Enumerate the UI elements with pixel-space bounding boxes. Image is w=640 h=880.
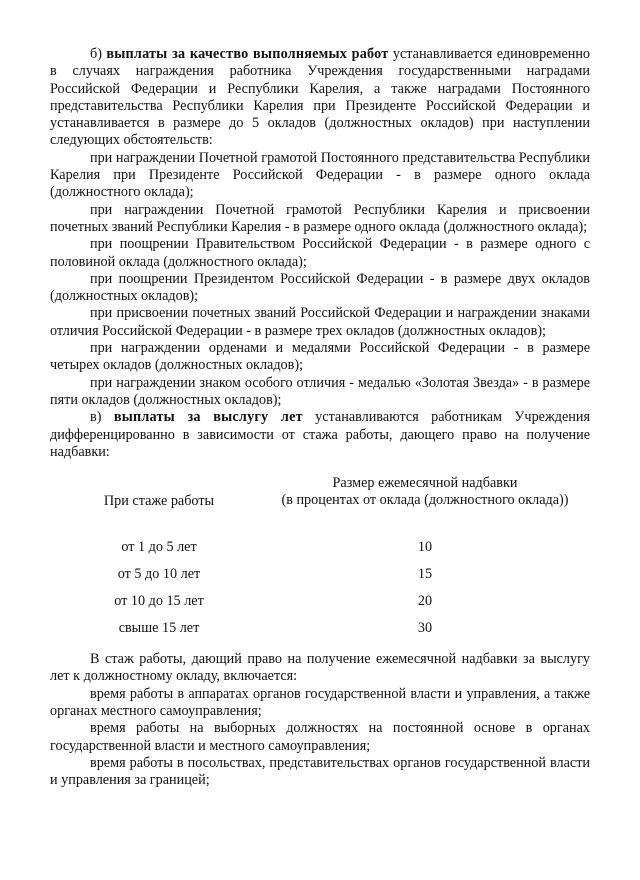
- list-item: при награждении Почетной грамотой Постоянного представительства Республики Карелия при Президенте Российской Федерации - в размере одного оклада (должностного оклада);: [50, 149, 590, 201]
- paragraph-text: устанавливаются работникам Учреждения дифференцированно в зависимости от стажа работы, дающего право на получение надбавки:: [50, 409, 590, 460]
- list-item: время работы на выборных должностях на постоянной основе в органах государственной власти и местного самоуправления;: [50, 720, 590, 754]
- table-header-line: Размер ежемесячной надбавки: [332, 475, 518, 492]
- table-row: [50, 593, 590, 611]
- list-item: время работы в аппаратах органов государственной власти и управления, а также органах местного самоуправления;: [50, 685, 590, 720]
- stazh-intro: В стаж работы, дающий право на получение ежемесячной надбавки за выслугу лет к должностному окладу, включается:: [50, 651, 590, 685]
- item-label: б): [90, 46, 102, 62]
- table-cell-period: свыше 15 лет: [118, 620, 200, 637]
- list-item: при поощрении Президентом Российской Федерации - в размере двух окладов (должностных окладов);: [50, 270, 590, 305]
- table-cell-percent: 20: [417, 593, 433, 610]
- table-cell-period: от 5 до 10 лет: [117, 566, 201, 583]
- paragraph-text: устанавливается единовременно в случаях награждения работника Учреждения государственными наградами Российской Федерации и Республики Карелия, а также наградами Постоянного представительства Республики Карелия при Президенте Российской Федерации и устанавливается в размере до 5 окладов (должностных окладов) при наступлении следующих обстоятельств:: [50, 46, 591, 149]
- list-item: время работы в посольствах, представительствах органов государственной власти и управления за границей;: [50, 754, 590, 789]
- table-header-line: (в процентах от оклада (должностного оклада)): [281, 492, 569, 509]
- table-header-percent: [260, 475, 590, 510]
- table-row: [50, 539, 590, 557]
- list-item: при награждении орденами и медалями Российской Федерации - в размере четырех окладов (должностных окладов);: [50, 340, 590, 374]
- table-cell-percent: 10: [417, 539, 433, 556]
- table-row: [50, 620, 590, 638]
- item-label: в): [90, 409, 102, 426]
- table-cell-percent: 30: [417, 620, 433, 637]
- table-cell-percent: 15: [417, 566, 433, 583]
- list-item: при присвоении почетных званий Российской Федерации и награждении знаками отличия Российской Федерации - в размере трех окладов (должностных окладов);: [50, 305, 590, 339]
- section-heading: выплаты за качество выполняемых работ: [106, 46, 389, 62]
- table-header-period: При стаже работы: [103, 493, 215, 510]
- intro-paragraph: [50, 46, 590, 150]
- document-page: [50, 46, 590, 790]
- section-heading: выплаты за выслугу лет: [113, 409, 303, 426]
- table-cell-period: от 10 до 15 лет: [114, 593, 204, 610]
- list-item: при награждении Почетной грамотой Республики Карелия и присвоении почетных званий Республики Карелия - в размере одного оклада (должностного оклада);: [50, 201, 590, 235]
- list-item: при награждении знаком особого отличия - медалью «Золотая Звезда» - в размере пяти окладов (должностных окладов);: [50, 374, 590, 408]
- table-row: [50, 566, 590, 584]
- table-cell-period: от 1 до 5 лет: [121, 539, 197, 556]
- list-item: при поощрении Правительством Российской Федерации - в размере одного с половиной оклада (должностного оклада);: [50, 236, 590, 270]
- seniority-table: [50, 473, 590, 639]
- section-v-paragraph: [50, 409, 590, 461]
